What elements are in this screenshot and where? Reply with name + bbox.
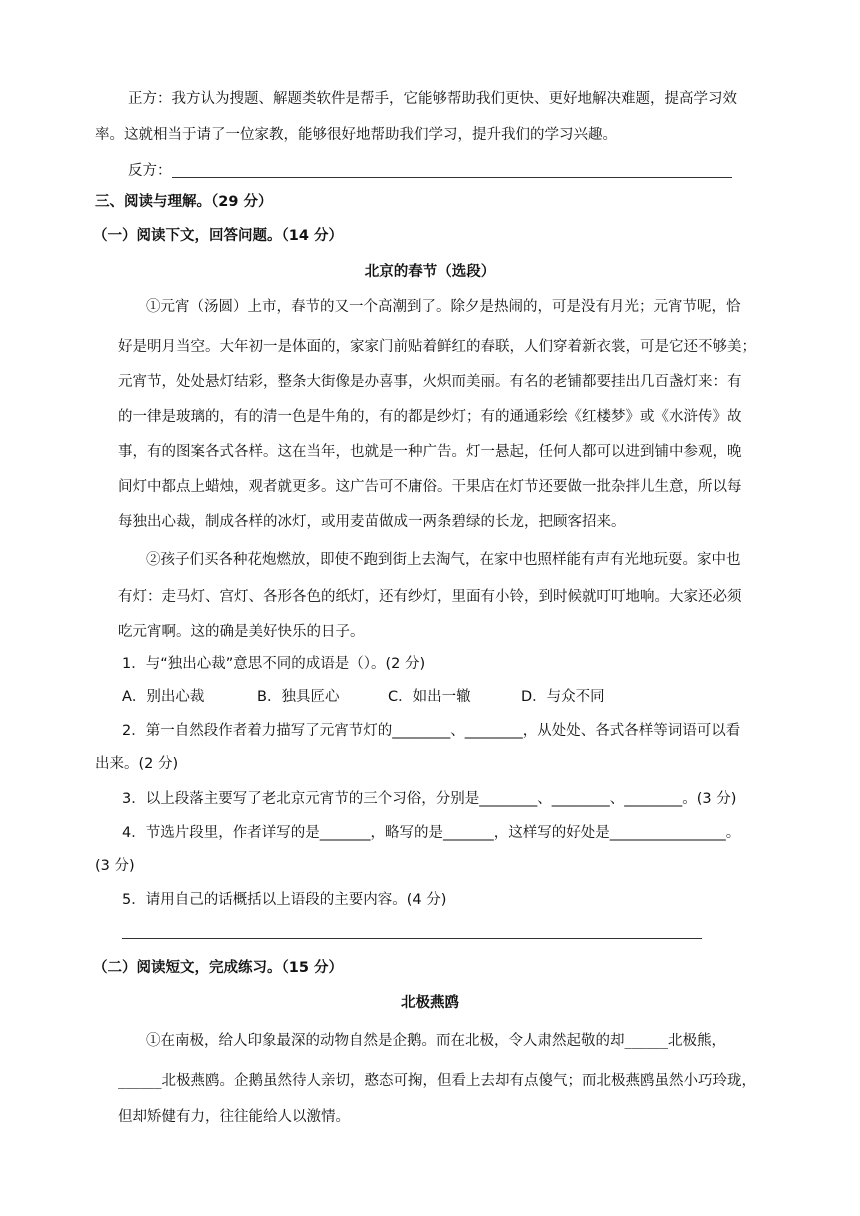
question-1-option-a[interactable]: A．别出心裁 xyxy=(122,689,205,705)
part-2-heading: （二）阅读短文，完成练习。（15 分） xyxy=(93,960,343,976)
question-1-option-b[interactable]: B．独具匠心 xyxy=(257,689,340,705)
passage-1-para-1-line: 好是明月当空。大年初一是体面的，家家门前贴着鲜红的春联，人们穿着新衣裳，可是它还不够美； xyxy=(118,339,756,355)
debate-pro-line-1: 正方：我方认为搜题、解题类软件是帮手，它能够帮助我们更快、更好地解决难题，提高学习效 xyxy=(128,91,737,107)
question-1: 1．与“独出心裁”意思不同的成语是（）。(2 分) xyxy=(122,656,426,672)
debate-pro-line-2: 率。这就相当于请了一位家教，能够很好地帮助我们学习，提升我们的学习兴趣。 xyxy=(95,127,617,143)
passage-1-para-1-line: 的一律是玻璃的，有的清一色是牛角的，有的都是纱灯；有的通通彩绘《红楼梦》或《水浒传》故 xyxy=(118,409,742,425)
passage-1-para-2-line: 吃元宵啊。这的确是美好快乐的日子。 xyxy=(118,624,365,640)
passage-2-para-1-line: 但却矫健有力，往往能给人以激情。 xyxy=(118,1109,350,1125)
passage-1-para-1-line: 每独出心裁，制成各样的冰灯，或用麦苗做成一两条碧绿的长龙，把顾客招来。 xyxy=(118,514,626,530)
debate-con-answer-line[interactable] xyxy=(172,177,732,178)
passage-2-para-1-line[interactable]: ______北极燕鸥。企鹅虽然待人亲切，憨态可掬，但看上去却有点傻气；而北极燕鸥虽然小巧玲珑， xyxy=(118,1073,756,1089)
question-1-option-d[interactable]: D．与众不同 xyxy=(521,689,605,705)
passage-1-para-1-line: 事，有的图案各式各样。这在当年，也就是一种广告。灯一悬起，任何人都可以进到铺中参观，晚 xyxy=(118,444,742,460)
passage-1-title: 北京的春节（选段） xyxy=(364,264,496,280)
question-2-line-1[interactable]: 2．第一自然段作者着力描写了元宵节灯的________、________，从处处、各式各样等词语可以看 xyxy=(122,723,741,739)
part-1-heading: （一）阅读下文，回答问题。（14 分） xyxy=(93,228,343,244)
section-3-heading: 三、阅读与理解。（29 分） xyxy=(95,194,273,210)
question-4-line-1[interactable]: 4．节选片段里，作者详写的是_______，略写的是_______，这样写的好处是________________。 xyxy=(122,825,741,841)
debate-con-label: 反方： xyxy=(128,163,172,179)
passage-2-para-1-line[interactable]: ①在南极，给人印象最深的动物自然是企鹅。而在北极，令人肃然起敬的却______北极熊， xyxy=(146,1033,726,1049)
passage-2-title: 北极燕鸥 xyxy=(401,995,459,1011)
passage-1-para-1-line: ①元宵（汤圆）上市，春节的又一个高潮到了。除夕是热闹的，可是没有月光；元宵节呢，恰 xyxy=(146,299,741,315)
passage-1-para-2-line: 有灯：走马灯、宫灯、各形各色的纸灯，还有纱灯，里面有小铃，到时候就叮叮地响。大家还必须 xyxy=(118,589,742,605)
question-5: 5．请用自己的话概括以上语段的主要内容。(4 分) xyxy=(122,892,447,908)
passage-1-para-1-line: 间灯中都点上蜡烛，观者就更多。这广告可不庸俗。干果店在灯节还要做一批杂拌儿生意，所以每 xyxy=(118,479,742,495)
passage-1-para-2-line: ②孩子们买各种花炮燃放，即使不跑到街上去淘气，在家中也照样能有声有光地玩耍。家中也 xyxy=(146,552,741,568)
question-3[interactable]: 3．以上段落主要写了老北京元宵节的三个习俗，分别是________、________、________。(3 分) xyxy=(122,791,737,807)
question-5-answer-line[interactable] xyxy=(122,938,702,939)
passage-1-para-1-line: 元宵节，处处悬灯结彩，整条大街像是办喜事，火炽而美丽。有名的老铺都要挂出几百盏灯来：有 xyxy=(118,374,742,390)
question-2-line-2: 出来。(2 分) xyxy=(95,756,179,772)
question-1-option-c[interactable]: C．如出一辙 xyxy=(388,689,471,705)
question-4-line-2: (3 分) xyxy=(95,858,135,874)
